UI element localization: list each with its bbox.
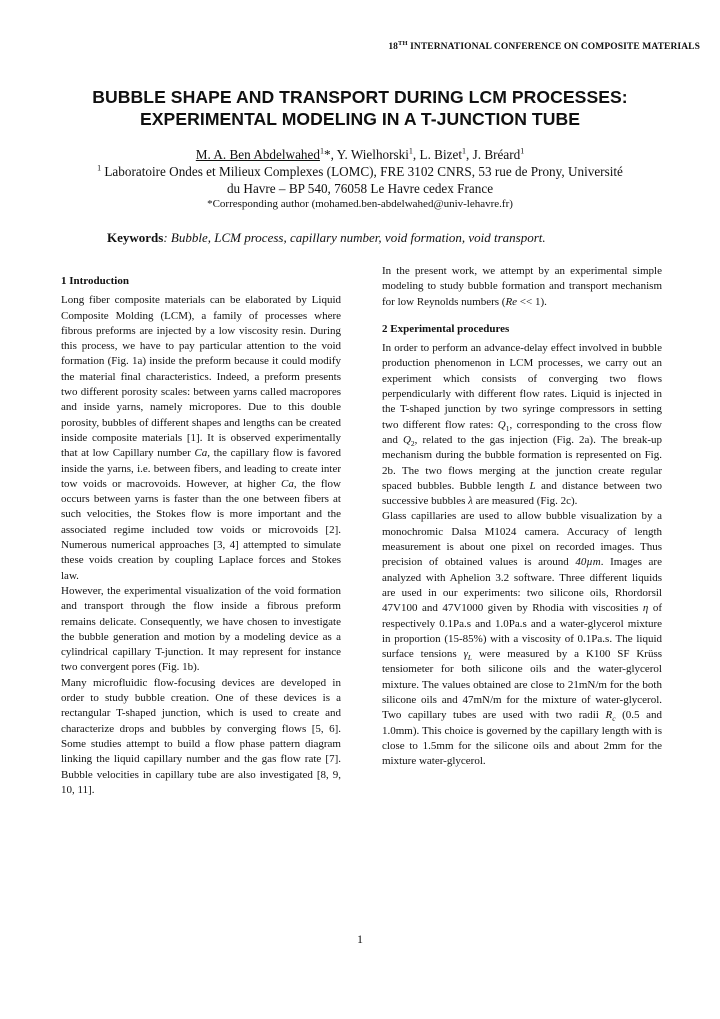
conf-ordinal: TH xyxy=(398,39,408,47)
keywords xyxy=(107,230,687,246)
text-run: . Images are analyzed with Aphelion 3.2 software. Three different liquids are used in our experiments: two silicone oils, Rhordorsil 47V100 and 47V1000 given by Rhodia with viscosities xyxy=(382,556,662,615)
symbol-r: R xyxy=(605,709,613,722)
text-run: (0.5 and 1.0mm). This choice is governed by the capillary length with is close to 1.5mm for the silicone oils and about 2mm for the mixture water-glycerol. xyxy=(382,709,663,768)
author-4-affil: 1 xyxy=(520,146,525,156)
author-list xyxy=(40,146,680,163)
keywords-text: : Bubble, LCM process, capillary number, void formation, void transport. xyxy=(163,230,546,245)
right-column xyxy=(382,264,662,770)
author-sep: , xyxy=(412,147,420,162)
symbol-q: Q xyxy=(497,418,506,431)
section-heading-introduction: 1 Introduction xyxy=(61,275,129,287)
section-heading-experimental: 2 Experimental procedures xyxy=(382,322,510,335)
text-run: of respectively 0.1Pa.s and 1.0Pa.s and a water-glycerol mixture in proportion (15-85%) with a viscosity of 0.1Pa.s. The liquid surface tensions xyxy=(382,602,662,661)
symbol-gamma: γ xyxy=(463,648,468,661)
subscript: L xyxy=(467,653,473,663)
text-run: , the capillary flow is favored inside the yarns, i.e. between fibers, and leading to create inter tow voids or macrovoids. However, at higher xyxy=(61,447,342,490)
precision-value: 40µm xyxy=(575,556,601,569)
corresponding-author: *Corresponding author (mohamed.ben-abdelwahed@univ-lehavre.fr) xyxy=(207,198,513,210)
symbol-ca: Ca xyxy=(281,477,294,490)
experimental-paragraph-2 xyxy=(382,509,662,769)
author-3-affil: 1 xyxy=(462,146,466,156)
affiliation-marker: 1 xyxy=(97,163,102,173)
author-1-affil: 1 xyxy=(319,146,324,156)
intro-paragraph-2: However, the experimental visualization of the void formation and transport through the flow inside a fibrous preform remains delicate. Consequently, we have chosen to investigate the bubble generation and motion by a modeling device as a cylindrical capillary T-junction. It may represent for instance two convergent pores (Fig. 1b). xyxy=(61,584,341,674)
text-run: In order to perform an advance-delay effect involved in bubble production phenomenon in LCM processes, we carry out an experiment which consists of converging two flows perpendicularly with different flow rates. Liquid is injected in the T-shaped junction by two syringe compressors in setting two different flow rates: xyxy=(382,342,662,431)
affiliation-line-2: du Havre – BP 540, 76058 Le Havre cedex France xyxy=(226,181,494,196)
text-run: Long fiber composite materials can be elaborated by Liquid Composite Molding (LCM), a family of processes where fibrous preforms are injected by a low viscosity resin. During this process, we have to pay particular attention to the void formation (Fig. 1a) inside the preform because it could modify the material final characteristics. Indeed, a preform presents two different porosity scales: between yarns called macropores and inside yarns, namely micropores. Due to this double porosity, bubbles of different shapes and lengths can be created inside composite materials [1]. It is observed experimentally that at low Capillary number xyxy=(61,294,341,460)
intro-paragraph-1 xyxy=(61,293,341,584)
text-run: Glass capillaries are used to allow bubble visualization by a monochromic Dalsa M1024 camera. Accuracy of length measurement is about one pixel on recorded images. Thus precision of obtained values is around xyxy=(382,510,662,569)
title-line-1: BUBBLE SHAPE AND TRANSPORT DURING LCM PROCESSES: xyxy=(92,87,628,107)
author-sep: , xyxy=(466,147,473,162)
symbol-q: Q xyxy=(402,433,411,446)
intro-paragraph-4 xyxy=(382,264,662,310)
text-run: , related to the gas injection (Fig. 2a). The break-up mechanism during the bubble formation is represented on Fig. 2b. The two flows merging at the junction create regular spaced bubbles. Bubble length xyxy=(382,433,662,492)
author-1: M. A. Ben Abdelwahed xyxy=(195,147,320,162)
subscript: 2 xyxy=(410,439,415,449)
subscript: c xyxy=(612,714,616,724)
symbol-re: Re xyxy=(505,295,518,308)
text-run: In the present work, we attempt by an experimental simple modeling to study bubble formation and transport mechanism for low Reynolds numbers ( xyxy=(382,265,662,308)
affiliation xyxy=(40,163,680,197)
keywords-label: Keywords xyxy=(107,230,164,245)
author-2-affil: 1 xyxy=(408,146,413,156)
affiliation-text: Laboratoire Ondes et Milieux Complexes (LOMC), FRE 3102 CNRS, 53 rue de Prony, Université xyxy=(101,164,623,179)
symbol-ca: Ca xyxy=(194,447,208,460)
text-run: and distance between two successive bubbles xyxy=(382,479,662,508)
symbol-eta: η xyxy=(642,602,649,615)
page-number: 1 xyxy=(357,932,363,946)
conf-number: 18 xyxy=(388,42,399,52)
affiliation-line-1 xyxy=(40,163,680,180)
text-run: , the flow occurs between yarns is faster than the one between fibers at such velocities, the Stokes flow is more important and the associated regime included tow voids or microvoids [2]. Numerous numerical approaches [3, 4] attempted to simulate these voids creation by coupling Laplace forces and Stokes law. xyxy=(61,477,341,582)
experimental-paragraph-1 xyxy=(382,341,662,509)
left-column xyxy=(61,274,341,798)
text-run: << 1). xyxy=(517,295,547,308)
author-3: L. Bizet xyxy=(419,147,462,162)
paper-title xyxy=(40,86,680,130)
text-run: were measured by a K100 SF Krüss tensiometer for both silicone oils and the water-glycerol mixture. The values obtained are close to 21mN/m for the both silicone oils and 47mN/m for the mixture of water-glycerol. Two capillary tubes are used with two radii xyxy=(382,648,663,722)
text-run: are measured (Fig. 2c). xyxy=(472,495,578,508)
symbol-lambda: λ xyxy=(468,495,473,508)
symbol-l: L xyxy=(529,479,536,492)
text-run: , corresponding to the cross flow and xyxy=(382,418,662,446)
intro-paragraph-3: Many microfluidic flow-focusing devices are developed in order to study bubble creation. One of these devices is a rectangular T-shaped junction, which is used to create and characterize drops and bubbles by converging flows [5, 6]. Some studies attempt to build a flow phase pattern diagram linking the liquid capillary number and the gas flow rate [7]. Bubble velocities in capillary tube are also investigated [8, 9, 10, 11]. xyxy=(61,676,341,796)
conf-name: INTERNATIONAL CONFERENCE ON COMPOSITE MATERIALS xyxy=(407,42,700,52)
title-line-2: EXPERIMENTAL MODELING IN A T-JUNCTION TUBE xyxy=(139,109,580,129)
subscript: 1 xyxy=(505,423,510,433)
running-header xyxy=(0,39,700,52)
author-2: Y. Wielhorski xyxy=(336,147,409,162)
author-1-star: *, xyxy=(323,147,337,162)
author-4: J. Bréard xyxy=(472,147,521,162)
